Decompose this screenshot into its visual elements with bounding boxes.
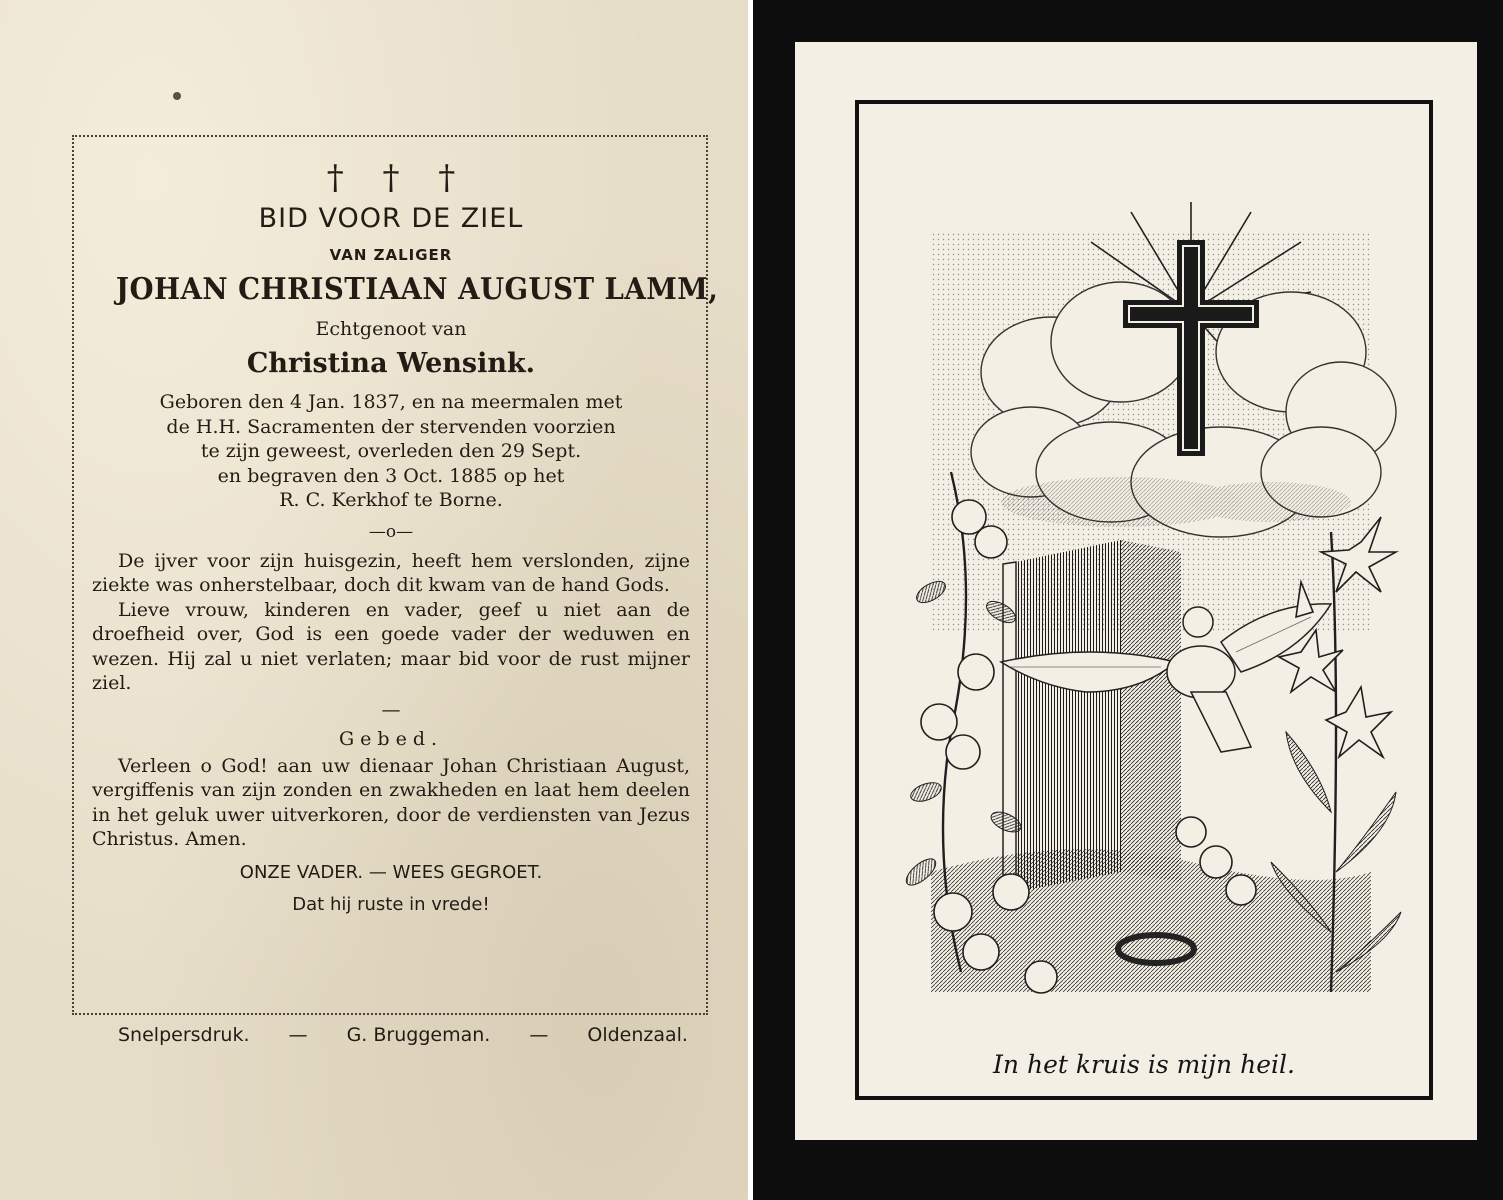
biography: [92, 390, 690, 513]
printer-part: G. Bruggeman.: [346, 1024, 491, 1046]
bio-line: de H.H. Sacramenten der stervenden voorzien: [166, 415, 616, 438]
heading: BID VOOR DE ZIEL: [258, 203, 524, 234]
separator-dash: —: [381, 698, 401, 721]
prayer-text: Verleen o God! aan uw dienaar Johan Christiaan August, vergiffenis van zijn zonden en zwakheden en laat hem deelen in het geluk uwer uitverkoren, door de verdiensten van Jezus Christus. Amen.: [92, 754, 690, 850]
printer-imprint: [118, 1024, 688, 1046]
memorial-text-column: [92, 158, 719, 920]
spouse-name: Christina Wensink.: [246, 348, 536, 379]
three-crosses: † † †: [326, 158, 470, 198]
deceased-name: JOHAN CHRISTIAAN AUGUST LAMM,: [115, 272, 719, 307]
subheading: VAN ZALIGER: [329, 246, 453, 264]
tombstone: [1003, 540, 1181, 892]
memorial-card-image-side: [753, 0, 1503, 1200]
motto: In het kruis is mijn heil.: [993, 1050, 1295, 1079]
memorial-card-text-side: [0, 0, 748, 1200]
printer-dash: —: [529, 1024, 549, 1046]
bio-line: en begraven den 3 Oct. 1885 op het: [217, 464, 565, 487]
printer-part: Snelpersdruk.: [118, 1024, 250, 1046]
closing-prayers: ONZE VADER. — WEES GEGROET.: [239, 861, 543, 883]
relation-label: Echtgenoot van: [315, 318, 467, 340]
printer-part: Oldenzaal.: [587, 1024, 688, 1046]
pin-hole-mark: [173, 92, 181, 100]
printer-dash: —: [288, 1024, 308, 1046]
paragraph-farewell: Lieve vrouw, kinderen en vader, geef u niet aan de droefheid over, God is een goede vader der weduwen en wezen. Hij zal u niet verlaten; maar bid voor de rust mijner ziel.: [92, 598, 690, 694]
devotional-engraving: [891, 172, 1405, 1022]
bio-line: R. C. Kerkhof te Borne.: [279, 489, 503, 511]
separator-o: —o—: [368, 521, 414, 542]
closing-line: Dat hij ruste in vrede!: [292, 893, 490, 915]
grave-mound: [931, 849, 1371, 992]
bio-line: Geboren den 4 Jan. 1837, en na meermalen met: [159, 391, 623, 413]
bio-line: te zijn geweest, overleden den 29 Sept.: [200, 440, 582, 462]
card-paper: [795, 42, 1477, 1140]
cloud-shading: [1001, 477, 1351, 527]
paragraph-devotion: De ijver voor zijn huisgezin, heeft hem verslonden, zijne ziekte was onherstelbaar, doch dit kwam van de hand Gods.: [92, 549, 690, 596]
prayer-title: Gebed.: [338, 727, 444, 750]
